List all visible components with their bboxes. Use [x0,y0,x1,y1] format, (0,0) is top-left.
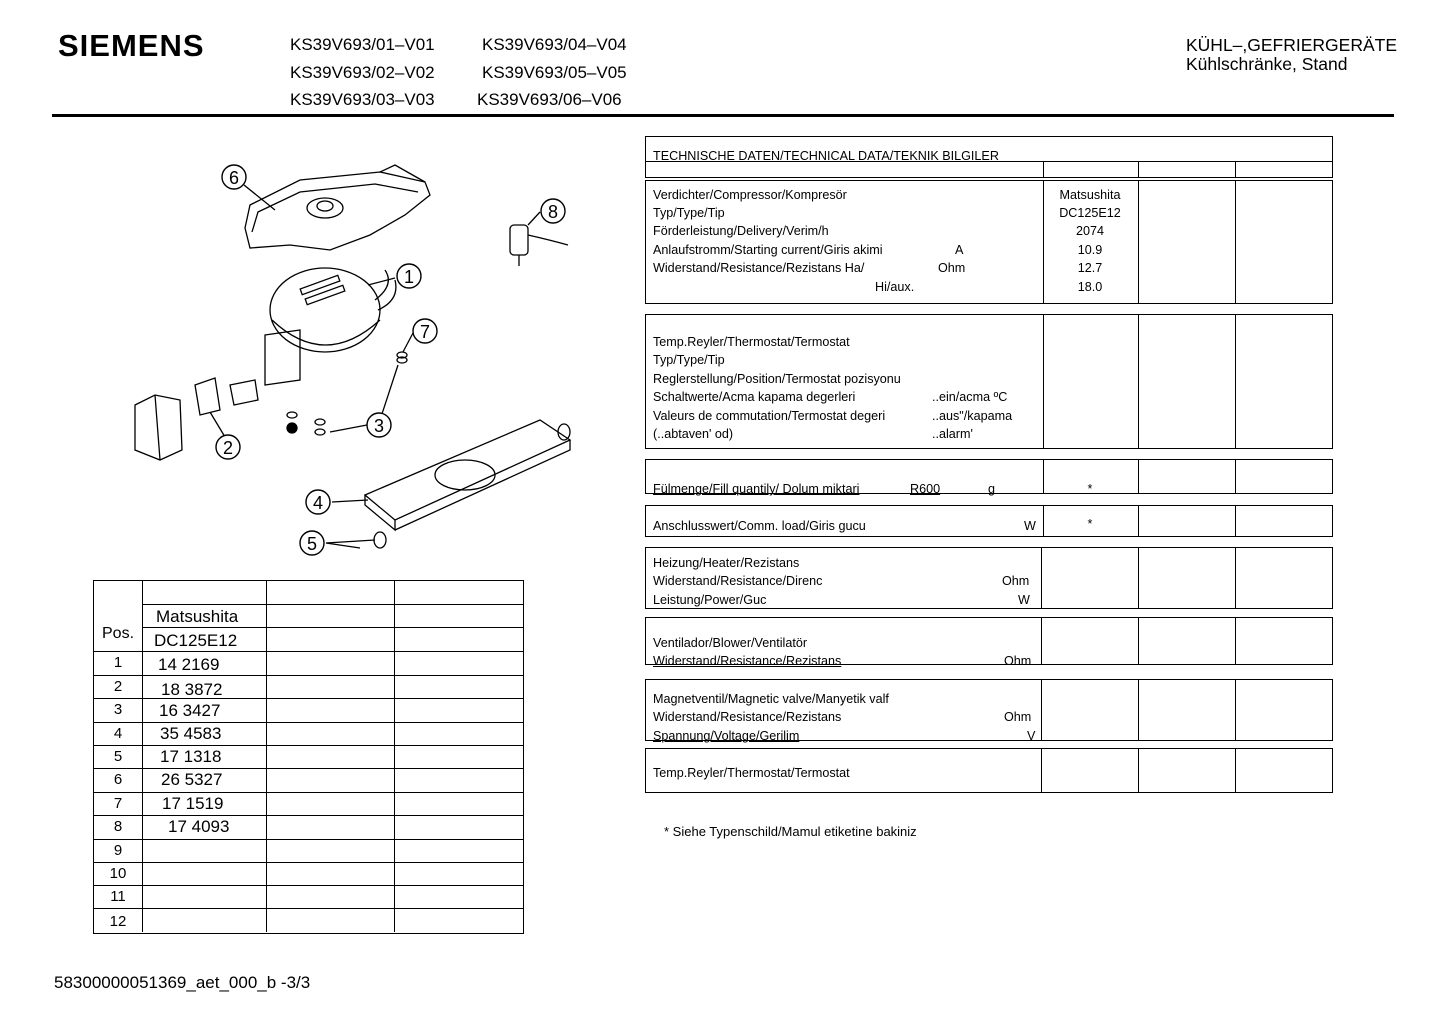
starting-current-value: 10.9 [1077,243,1103,257]
callout-6: 6 [228,168,240,188]
part-number-3: 16 3427 [159,701,221,720]
resistance-label: Widerstand/Resistance/Rezistans Ha/ [653,261,865,275]
part-number-2: 18 3872 [161,680,223,699]
thermostat-block [645,314,1333,449]
part-number-8: 17 4093 [168,817,230,836]
fill-quantity-block [645,459,1333,494]
compressor-type-label: Typ/Type/Tip [653,206,725,220]
valve-block [645,679,1333,741]
exploded-parts-diagram [120,150,590,560]
defrost-label: (..abtaven' od) [653,427,734,441]
commutation-label: Valeurs de commutation/Termostat degeri [653,409,886,423]
heater-block [645,547,1333,609]
pos-7: 7 [113,795,123,812]
capacitor [510,225,528,255]
fill-quantity-value: * [1087,482,1093,496]
callout-4: 4 [312,493,324,513]
valve-voltage-unit: V [1027,729,1036,743]
pos-8: 8 [113,818,123,835]
tray-part [245,172,430,250]
tech-title-box [645,136,1333,162]
part-number-4: 35 4583 [160,724,222,743]
compressor-label: Verdichter/Compressor/Kompresör [653,188,847,202]
pos-1: 1 [113,654,123,671]
blower-label: Ventilador/Blower/Ventilatör [653,636,808,650]
callout-1: 1 [403,267,415,287]
relay-cover [135,395,182,460]
parts-table [93,580,524,934]
model-4: KS39V693/04–V04 [482,35,627,54]
category-line-1: KÜHL–,GEFRIERGERÄTE [1186,35,1398,55]
callout-8: 8 [547,202,559,222]
part-number-6: 26 5327 [161,770,223,789]
callout-5: 5 [306,534,318,554]
callout-2: 2 [222,438,234,458]
switch-on-suffix: ..ein/acma ºC [932,390,1008,404]
blower-block [645,617,1333,668]
compressor-value: Matsushita [1059,188,1121,202]
valve-label: Magnetventil/Magnetic valve/Manyetik valf [653,692,889,706]
part-number-5: 17 1318 [160,747,222,766]
document-code: 58300000051369_aet_000_b -3/3 [54,973,311,992]
valve-resistance-label: Widerstand/Resistance/Rezistans [653,710,842,724]
manufacturer-header: Matsushita [156,607,239,626]
model-2: KS39V693/02–V02 [290,63,435,82]
pos-12: 12 [109,913,127,930]
aux-label: Hi/aux. [875,280,915,294]
heater-resistance-label: Widerstand/Resistance/Direnc [653,574,823,588]
thermostat-type-label: Typ/Type/Tip [653,353,725,367]
model-6: KS39V693/06–V06 [477,90,622,109]
heater-power-unit: W [1018,593,1030,607]
footnote: * Siehe Typenschild/Mamul etiketine bakiniz [664,824,917,839]
blower-resistance-unit: Ohm [1004,654,1032,668]
product-category [1186,36,1397,74]
delivery-label: Förderleistung/Delivery/Verim/h [653,224,829,238]
thermostat-label: Temp.Reyler/Thermostat/Termostat [653,335,850,349]
alarm-suffix: ..alarm' [932,427,973,441]
compressor-type-value: DC125E12 [1059,206,1121,220]
model-5: KS39V693/05–V05 [482,63,627,82]
starting-current-label: Anlaufstromm/Starting current/Giris akimi [653,243,883,257]
pos-4: 4 [113,725,123,742]
heater-power-label: Leistung/Power/Guc [653,593,767,607]
pos-10: 10 [109,865,127,882]
fill-quantity-label: Fülmenge/Fill quantily/ Dolum miktari [653,482,860,496]
pos-3: 3 [113,701,123,718]
callout-3: 3 [373,416,385,436]
resistance-value: 12.7 [1077,261,1103,275]
pos-6: 6 [113,771,123,788]
pos-2: 2 [113,678,123,695]
heater-resistance-unit: Ohm [1002,574,1030,588]
tech-title: TECHNISCHE DATEN/TECHNICAL DATA/TEKNIK BILGILER [653,149,999,163]
thermostat2-block [645,748,1333,793]
model-1: KS39V693/01–V01 [290,35,435,54]
connected-load-unit: W [1024,519,1036,533]
heater-label: Heizung/Heater/Rezistans [653,556,800,570]
pos-11: 11 [110,888,126,905]
thermostat2-label: Temp.Reyler/Thermostat/Termostat [653,766,850,780]
connected-load-value: * [1087,517,1093,531]
callout-7: 7 [419,322,431,342]
thermostat-position-label: Reglerstellung/Position/Termostat pozisyonu [653,372,901,386]
connected-load-label: Anschlusswert/Comm. load/Giris gucu [653,519,866,533]
pos-9: 9 [113,842,123,859]
blower-resistance-label: Widerstand/Resistance/Rezistans [653,654,842,668]
compressor-block [645,180,1333,304]
resistance-unit: Ohm [938,261,966,275]
part-number-1: 14 2169 [158,655,220,674]
delivery-value: 2074 [1075,224,1105,238]
switch-values-label: Schaltwerte/Acma kapama degerleri [653,390,856,404]
refrigerant-type: R600 [910,482,941,496]
part-number-7: 17 1519 [162,794,224,813]
base-plate [365,420,570,520]
valve-resistance-unit: Ohm [1004,710,1032,724]
brand-logo: SIEMENS [58,28,205,63]
category-line-2: Kühlschränke, Stand [1186,54,1348,74]
switch-off-suffix: ..aus"/kapama [932,409,1013,423]
model-3: KS39V693/03–V03 [290,90,435,109]
pos-header: Pos. [102,625,135,642]
tech-header-strip [645,162,1333,178]
model-header: DC125E12 [154,631,238,650]
connected-load-block [645,505,1333,537]
aux-value: 18.0 [1077,280,1103,294]
header-divider [52,114,1394,117]
starting-current-unit: A [955,243,964,257]
fill-quantity-unit: g [988,482,996,496]
valve-voltage-label: Spannung/Voltage/Gerilim [653,729,800,743]
pos-5: 5 [113,748,123,765]
